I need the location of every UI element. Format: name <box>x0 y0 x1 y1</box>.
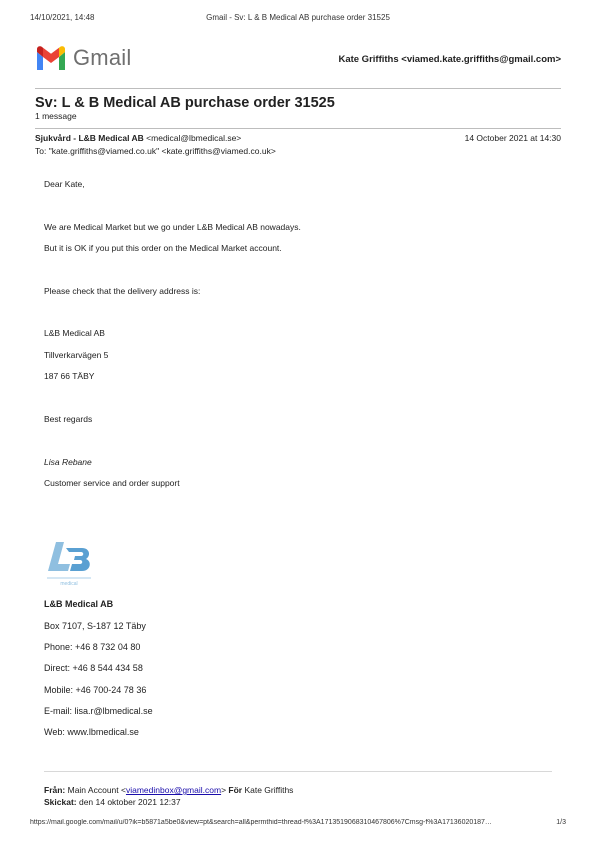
address-line: 187 66 TÄBY <box>44 371 95 381</box>
gmail-wordmark: Gmail <box>73 45 132 70</box>
print-footer <box>30 819 566 831</box>
message-from <box>35 133 241 143</box>
signature-address: Box 7107, S-187 12 Täby <box>44 621 146 631</box>
forward-from-label: Från: <box>44 785 66 795</box>
address-line: L&B Medical AB <box>44 328 105 338</box>
signature-company: L&B Medical AB <box>44 599 114 609</box>
logo-subtext: medical <box>60 581 78 587</box>
signature-phone: Phone: +46 8 732 04 80 <box>44 642 141 652</box>
forward-sent-value: den 14 oktober 2021 12:37 <box>76 797 181 807</box>
sender-email: <medical@lbmedical.se> <box>146 133 242 143</box>
print-header <box>30 13 566 25</box>
address-line: Tillverkarvägen 5 <box>44 350 109 360</box>
forward-from-after: > <box>221 785 227 795</box>
signature-email-label: E-mail: <box>44 706 75 716</box>
signature-direct: Direct: +46 8 544 434 58 <box>44 663 143 673</box>
divider <box>35 88 561 89</box>
signer-name: Lisa Rebane <box>44 457 92 467</box>
gmail-envelope-icon <box>35 46 67 70</box>
gmail-logo <box>35 46 131 70</box>
signature-web: Web: www.lbmedical.se <box>44 727 139 737</box>
forward-from-email-link[interactable]: viamedinbox@gmail.com <box>125 785 222 795</box>
forward-sent-label: Skickat: <box>44 797 77 807</box>
sender-name: Sjukvård - L&B Medical AB <box>35 133 144 143</box>
divider <box>44 771 552 772</box>
message-count: 1 message <box>35 111 77 121</box>
divider <box>35 128 561 129</box>
print-datetime: 14/10/2021, 14:48 <box>30 13 95 22</box>
body-line: Please check that the delivery address is: <box>44 286 201 296</box>
body-line: We are Medical Market but we go under L&B Medical AB nowadays. <box>44 222 301 232</box>
forward-to-name: Kate Griffiths <box>242 785 294 795</box>
thread-subject: Sv: L & B Medical AB purchase order 31525 <box>35 95 335 111</box>
print-title: Gmail - Sv: L & B Medical AB purchase order 31525 <box>206 13 390 22</box>
lb-medical-logo <box>44 538 94 588</box>
forward-from-name: Main Account < <box>65 785 126 795</box>
forward-from <box>44 785 293 795</box>
body-greeting: Dear Kate, <box>44 179 85 189</box>
signer-role: Customer service and order support <box>44 478 180 488</box>
print-url: https://mail.google.com/mail/u/0?ik=b5871a5be0&view=pt&search=all&permthid=thread-f%3A1713519068310467806%7Cmsg-f%3A17136020187… <box>30 819 492 826</box>
message-date: 14 October 2021 at 14:30 <box>464 133 561 143</box>
body-line: But it is OK if you put this order on the Medical Market account. <box>44 243 282 253</box>
signature-email-value: lisa.r@lbmedical.se <box>74 706 153 716</box>
forward-to-label: För <box>226 785 243 795</box>
signature-email <box>44 706 153 716</box>
signature-mobile: Mobile: +46 700-24 78 36 <box>44 685 147 695</box>
closing: Best regards <box>44 414 93 424</box>
message-to: To: "kate.griffiths@viamed.co.uk" <kate.griffiths@viamed.co.uk> <box>35 146 276 156</box>
forward-sent <box>44 797 181 807</box>
page-number: 1/3 <box>556 819 566 826</box>
account-label: Kate Griffiths <viamed.kate.griffiths@gmail.com> <box>338 54 561 65</box>
